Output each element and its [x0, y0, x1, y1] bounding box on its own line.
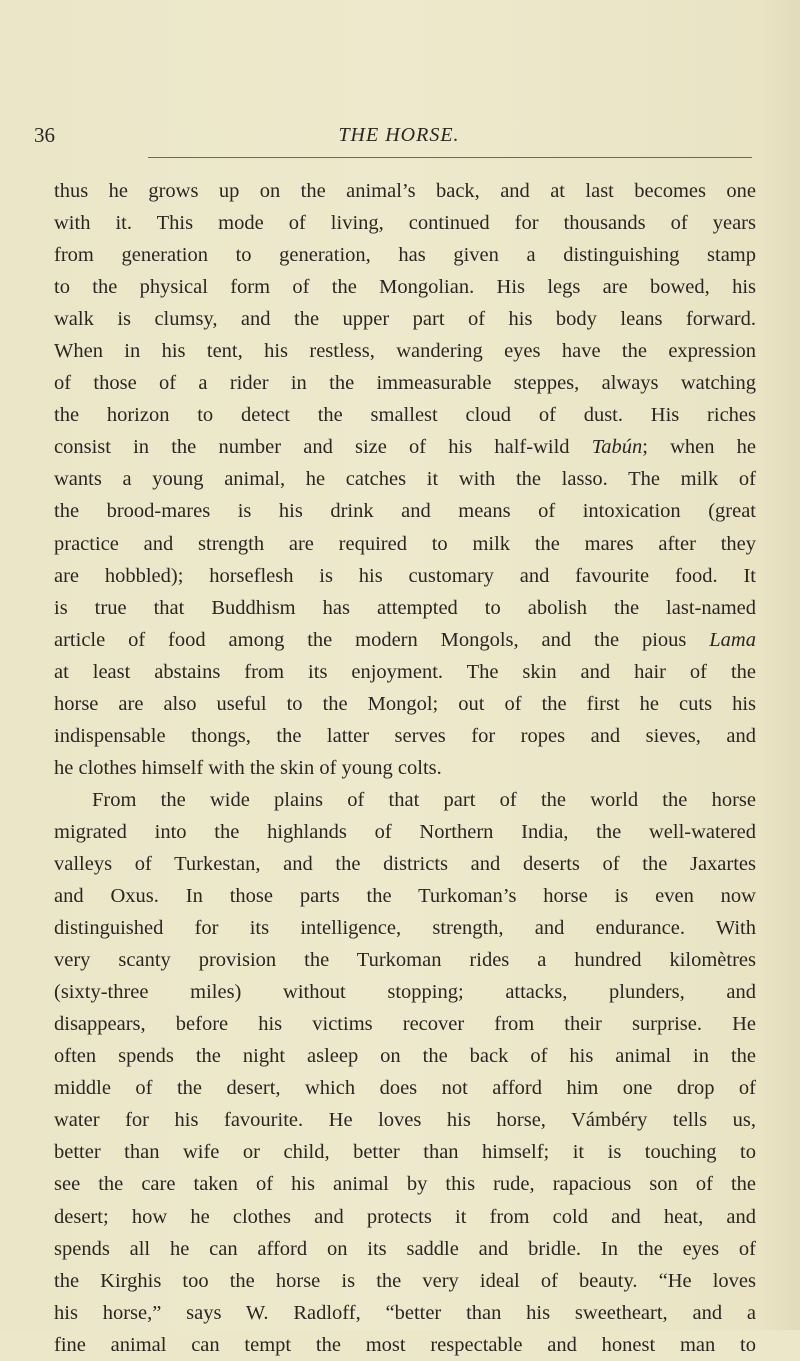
text-line: middle of the desert, which does not afford him one drop of	[54, 1077, 756, 1100]
text-line: thus he grows up on the animal’s back, and at last becomes one	[54, 180, 756, 202]
text-line: practice and strength are required to milk the mares after they	[54, 532, 756, 555]
text-line: is true that Buddhism has attempted to abolish the last-named	[54, 596, 756, 619]
paragraph-start-line: From the wide plains of that part of the world the horse	[92, 788, 756, 811]
text-line: desert; how he clothes and protects it from cold and heat, and	[54, 1205, 756, 1228]
text-line: When in his tent, his restless, wandering eyes have the expression	[54, 340, 756, 363]
text-line: very scanty provision the Turkoman rides a hundred kilomètres	[54, 949, 756, 972]
running-head: THE HORSE.	[338, 124, 460, 146]
text-line: from generation to generation, has given a distinguishing stamp	[54, 244, 756, 267]
text-line: to the physical form of the Mongolian. His legs are bowed, his	[54, 276, 756, 299]
text-line: with it. This mode of living, continued for thousands of years	[54, 212, 756, 235]
text-line: see the care taken of his animal by this rude, rapacious son of the	[54, 1173, 756, 1196]
text-line: consist in the number and size of his half-wild Tabún; when he	[54, 436, 756, 459]
text-line: the horizon to detect the smallest cloud of dust. His riches	[54, 404, 756, 427]
text-line: article of food among the modern Mongols, and the pious Lama	[54, 628, 756, 651]
page-header	[34, 120, 764, 150]
text-line: the Kirghis too the horse is the very ideal of beauty. “He loves	[54, 1269, 756, 1292]
text-line: distinguished for its intelligence, strength, and endurance. With	[54, 917, 756, 940]
text-line: spends all he can afford on its saddle and bridle. In the eyes of	[54, 1237, 756, 1260]
text-line: of those of a rider in the immeasurable steppes, always watching	[54, 372, 756, 395]
text-line: water for his favourite. He loves his horse, Vámbéry tells us,	[54, 1109, 756, 1132]
text-line: the brood-mares is his drink and means of intoxication (great	[54, 500, 756, 523]
text-line: horse are also useful to the Mongol; out of the first he cuts his	[54, 692, 756, 715]
text-line: wants a young animal, he catches it with the lasso. The milk of	[54, 468, 756, 491]
text-line: valleys of Turkestan, and the districts and deserts of the Jaxartes	[54, 852, 756, 875]
text-line: (sixty-three miles) without stopping; attacks, plunders, and	[54, 981, 756, 1004]
text-line: his horse,” says W. Radloff, “better than his sweetheart, and a	[54, 1301, 756, 1324]
text-line: at least abstains from its enjoyment. The skin and hair of the	[54, 660, 756, 683]
text-line: fine animal can tempt the most respectable and honest man to	[54, 1333, 756, 1356]
text-line: better than wife or child, better than himself; it is touching to	[54, 1141, 756, 1164]
body-text	[54, 175, 756, 1361]
text-line: and Oxus. In those parts the Turkoman’s horse is even now	[54, 885, 756, 908]
text-line: disappears, before his victims recover from their surprise. He	[54, 1013, 756, 1036]
text-line: migrated into the highlands of Northern India, the well-watered	[54, 820, 756, 843]
paragraph-end-line: he clothes himself with the skin of young colts.	[54, 756, 442, 779]
text-line: indispensable thongs, the latter serves for ropes and sieves, and	[54, 724, 756, 747]
header-rule	[148, 157, 752, 158]
text-line: are hobbled); horseflesh is his customary and favourite food. It	[54, 564, 756, 587]
page-number: 36	[34, 123, 55, 147]
page-edge-shading	[760, 0, 800, 1330]
text-line: walk is clumsy, and the upper part of his body leans forward.	[54, 308, 756, 331]
text-line: often spends the night asleep on the back of his animal in the	[54, 1045, 756, 1068]
